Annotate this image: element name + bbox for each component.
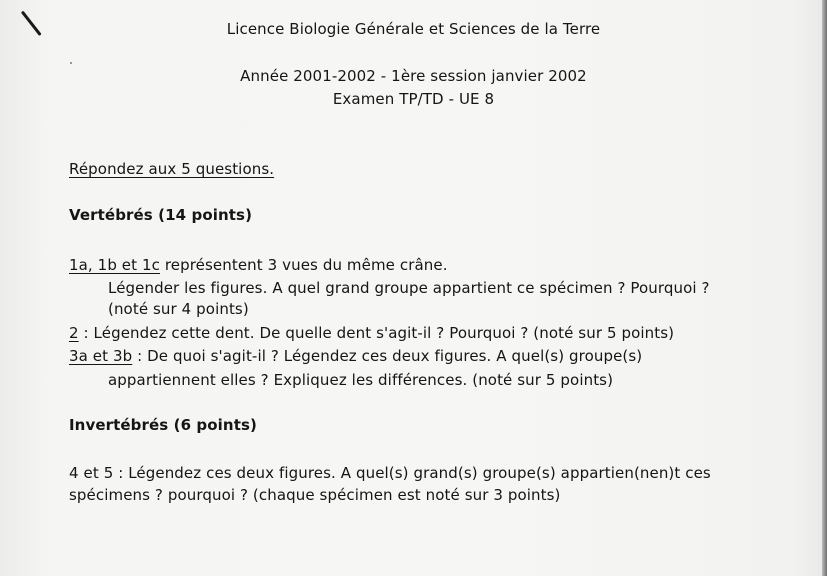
question-3-text: : De quoi s'agit-il ? Légendez ces deux figures. A quel(s) groupe(s)	[132, 347, 643, 365]
question-3	[69, 347, 642, 365]
section-title-vertebres: Vertébrés (14 points)	[69, 206, 253, 224]
question-3-detail: appartiennent elles ? Expliquez les différences. (noté sur 5 points)	[108, 371, 614, 389]
question-2-ref: 2	[69, 324, 79, 342]
question-3-ref: 3a et 3b	[69, 347, 133, 365]
question-1-detail-1: Légender les figures. A quel grand groupe appartient ce spécimen ? Pourquoi ?	[108, 279, 710, 297]
speck-mark	[70, 62, 72, 64]
question-2-text: : Légendez cette dent. De quelle dent s'agit-il ? Pourquoi ? (noté sur 5 points)	[78, 324, 675, 342]
question-1	[69, 256, 448, 274]
header-exam: Examen TP/TD - UE 8	[332, 90, 495, 108]
question-4-5-line-1: 4 et 5 : Légendez ces deux figures. A quel(s) grand(s) groupe(s) appartien(nen)t ces	[69, 464, 711, 482]
question-2	[69, 324, 674, 342]
header-program: Licence Biologie Générale et Sciences de la Terre	[226, 20, 601, 38]
question-1-detail-2: (noté sur 4 points)	[108, 300, 249, 318]
scan-edge	[822, 0, 827, 576]
header-session: Année 2001-2002 - 1ère session janvier 2002	[240, 67, 587, 85]
instruction: Répondez aux 5 questions.	[69, 160, 275, 178]
question-1-ref: 1a, 1b et 1c	[69, 256, 160, 274]
question-1-text: représentent 3 vues du même crâne.	[159, 256, 448, 274]
question-4-5-line-2: spécimens ? pourquoi ? (chaque spécimen est noté sur 3 points)	[69, 486, 561, 504]
section-title-invertebres: Invertébrés (6 points)	[69, 416, 257, 434]
